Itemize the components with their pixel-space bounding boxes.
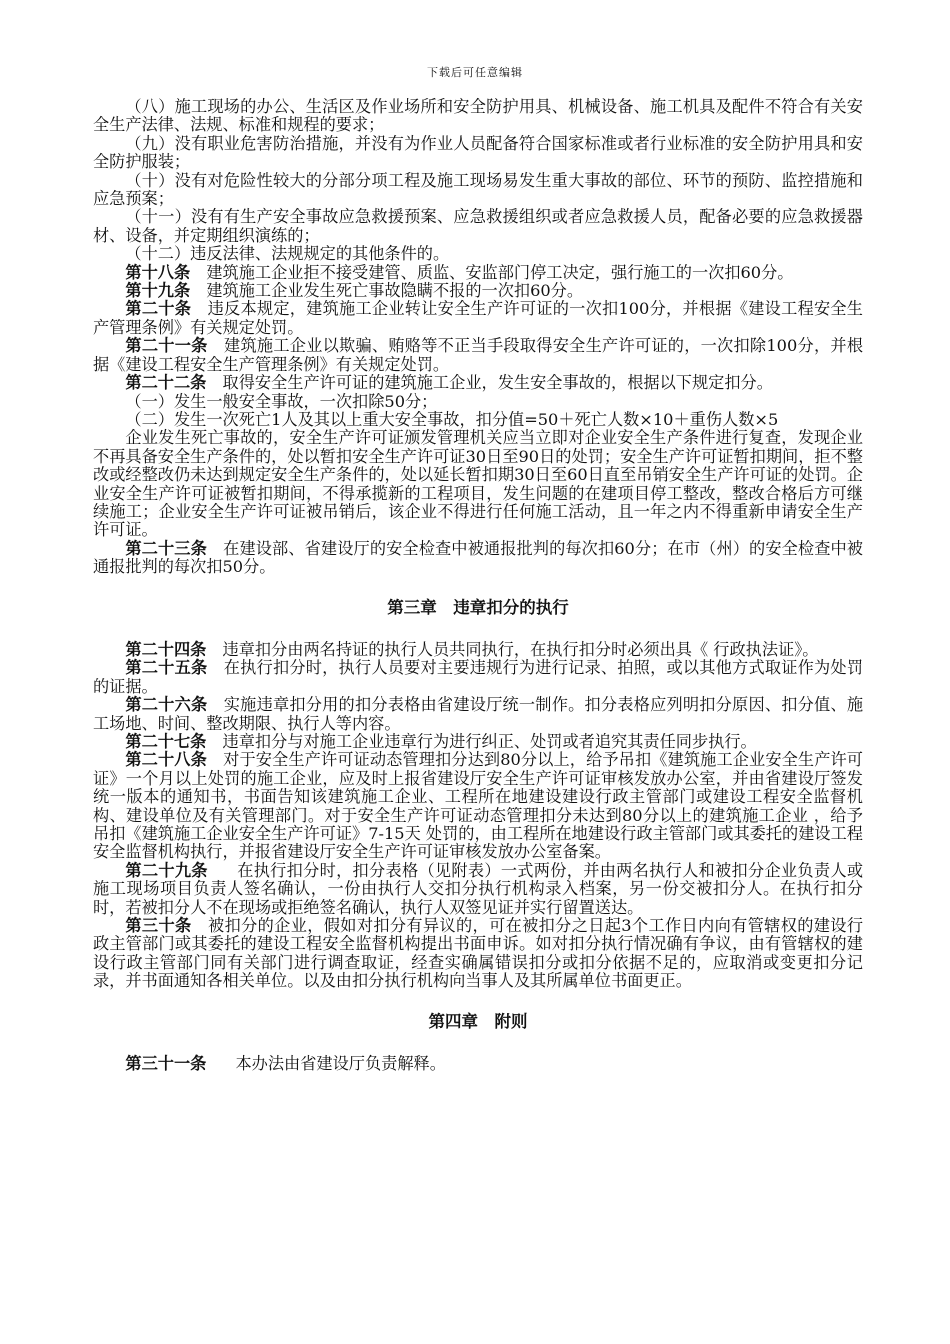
article-26: [93, 696, 863, 733]
article-22-paragraph: 企业发生死亡事故的，安全生产许可证颁发管理机关应当立即对企业安全生产条件进行复查，发现企业不再具备安全生产条件的，处以暂扣安全生产许可证30日至90日的处罚；安全生产许可证暂扣期间，拒不整改或经整改仍未达到规定安全生产条件的，处以延长暂扣期30日至60日直至吊销安全生产许可证的处罚。企业安全生产许可证被暂扣期间，不得承揽新的工程项目，发生问题的在建项目停工整改，整改合格后方可继续施工；企业安全生产许可证被吊销后，该企业不得进行任何施工活动，且一年之内不得重新申请安全生产许可证。: [93, 428, 863, 540]
item-11: （十一）没有有生产安全事故应急救援预案、应急救援组织或者应急救援人员，配备必要的应急救援器材、设备，并定期组织演练的；: [93, 207, 863, 245]
article-31: [93, 1055, 863, 1073]
article-22-item-2: （二）发生一次死亡1人及其以上重大安全事故，扣分值=50＋死亡人数×10＋重伤人数×5: [125, 409, 779, 429]
article-30: [93, 917, 863, 991]
item-9: （九）没有职业危害防治措施，并没有为作业人员配备符合国家标准或者行业标准的安全防护用具和安全防护服装；: [93, 133, 863, 172]
article-text: 取得安全生产许可证的建筑施工企业，发生安全事故的，根据以下规定扣分。: [222, 373, 773, 393]
article-title: 第二十八条: [125, 750, 207, 770]
article-title: 第三十条: [125, 916, 192, 936]
article-24: [93, 641, 863, 659]
article-title: 第二十六条: [125, 695, 208, 715]
item-10: （十）没有对危险性较大的分部分项工程及施工现场易发生重大事故的部位、环节的预防、监控措施和应急预案；: [93, 170, 863, 209]
item-8: （八）施工现场的办公、生活区及作业场所和安全防护用具、机械设备、施工机具及配件不符合有关安全生产法律、法规、标准和规程的要求；: [93, 97, 863, 135]
article-text: 建筑施工企业发生死亡事故隐瞒不报的一次扣60分。: [206, 281, 584, 301]
article-text: 在执行扣分时，扣分表格（见附表）一式两份，并由两名执行人和被扣分企业负责人或施工现场项目负责人签名确认，一份由执行人交扣分执行机构录入档案，另一份交被扣分人。在执行扣分时，若被扣分人不在现场或拒绝签名确认，执行人双签见证并实行留置送达。: [93, 860, 864, 917]
article-title: 第二十三条: [125, 538, 207, 558]
article-title: 第十八条: [125, 262, 191, 282]
article-22: [93, 374, 863, 392]
article-title: 第二十一条: [125, 336, 208, 356]
page-header: 下载后可任意编辑: [427, 66, 523, 79]
article-18: [93, 264, 863, 282]
article-25: [93, 659, 863, 696]
item-12: （十二）违反法律、法规规定的其他条件的。: [125, 244, 450, 264]
article-title: 第十九条: [125, 281, 191, 301]
article-text: 在建设部、省建设厅的安全检查中被通报批判的每次扣60分；在市（州）的安全检查中被通报批判的每次扣50分。: [93, 538, 863, 577]
article-27: [93, 733, 863, 751]
article-text: 本办法由省建设厅负责解释。: [235, 1054, 446, 1074]
article-title: 第二十条: [125, 299, 192, 319]
article-23: [93, 540, 863, 577]
article-text: 违章扣分与对施工企业违章行为进行纠正、处罚或者追究其责任同步执行。: [222, 732, 757, 751]
document-body: [93, 98, 863, 1074]
article-text: 实施违章扣分用的扣分表格由省建设厅统一制作。扣分表格应列明扣分原因、扣分值、施工场地、时间、整改期限、执行人等内容。: [93, 695, 864, 733]
article-title: 第二十五条: [125, 658, 208, 678]
article-28: [93, 751, 863, 861]
article-21: [93, 337, 863, 374]
article-20: [93, 300, 863, 337]
article-19: [93, 282, 863, 300]
article-text: 被扣分的企业，假如对扣分有异议的，可在被扣分之日起3个工作日内向有管辖权的建设行政主管部门或其委托的建设工程安全监督机构提出书面申诉。如对扣分执行情况确有争议，由有管辖权的建设行政主管部门同有关部门进行调查取证，经查实确属错误扣分或扣分依据不足的，应取消或变更扣分记录，并书面通知各相关单位。以及由扣分执行机构向当事人及其所属单位书面更正。: [93, 916, 864, 991]
article-text: 违反本规定，建筑施工企业转让安全生产许可证的一次扣100分，并根据《建设工程安全生产管理条例》有关规定处罚。: [93, 299, 863, 337]
article-title: 第二十七条: [125, 732, 207, 751]
article-text: 对于安全生产许可证动态管理扣分达到80分以上，给予吊扣《建筑施工企业安全生产许可证》一个月以上处罚的施工企业，应及时上报省建设厅安全生产许可证审核发放办公室，并由省建设厅签发统一版本的通知书，书面告知该建筑施工企业、工程所在地建设建设行政主管部门或建设工程安全监督机构、建设单位及有关管理部门。对于安全生产许可证动态管理扣分未达到80分以上的建筑施工企业 ，给予吊扣《建筑施工企业安全生产许可证》7-15天 处罚的，由工程所在地建设行政主管部门或其委托的建设工程安全监督机构执行，并报省建设厅安全生产许可证审核发放办公室备案。: [93, 750, 863, 862]
article-29: [93, 862, 863, 917]
article-title: 第二十九条: [125, 860, 208, 880]
article-text: 建筑施工企业以欺骗、贿赂等不正当手段取得安全生产许可证的，一次扣除100分，并根据《建设工程安全生产管理条例》有关规定处罚。: [93, 336, 864, 374]
article-title: 第二十二条: [125, 373, 207, 393]
chapter-4-heading: 第四章 附则: [428, 1011, 528, 1031]
article-text: 建筑施工企业拒不接受建管、质监、安监部门停工决定，强行施工的一次扣60分。: [206, 262, 794, 282]
article-title: 第二十四条: [125, 639, 207, 659]
article-text: 在执行扣分时，执行人员要对主要违规行为进行记录、拍照，或以其他方式取证作为处罚的证据。: [93, 658, 864, 696]
article-title: 第三十一条: [125, 1054, 207, 1074]
article-text: 违章扣分由两名持证的执行人员共同执行，在执行扣分时必须出具《 行政执法证》。: [222, 639, 819, 659]
article-22-item-1: （一）发生一般安全事故，一次扣除50分；: [125, 391, 438, 411]
chapter-3-heading: 第三章 违章扣分的执行: [387, 597, 569, 617]
